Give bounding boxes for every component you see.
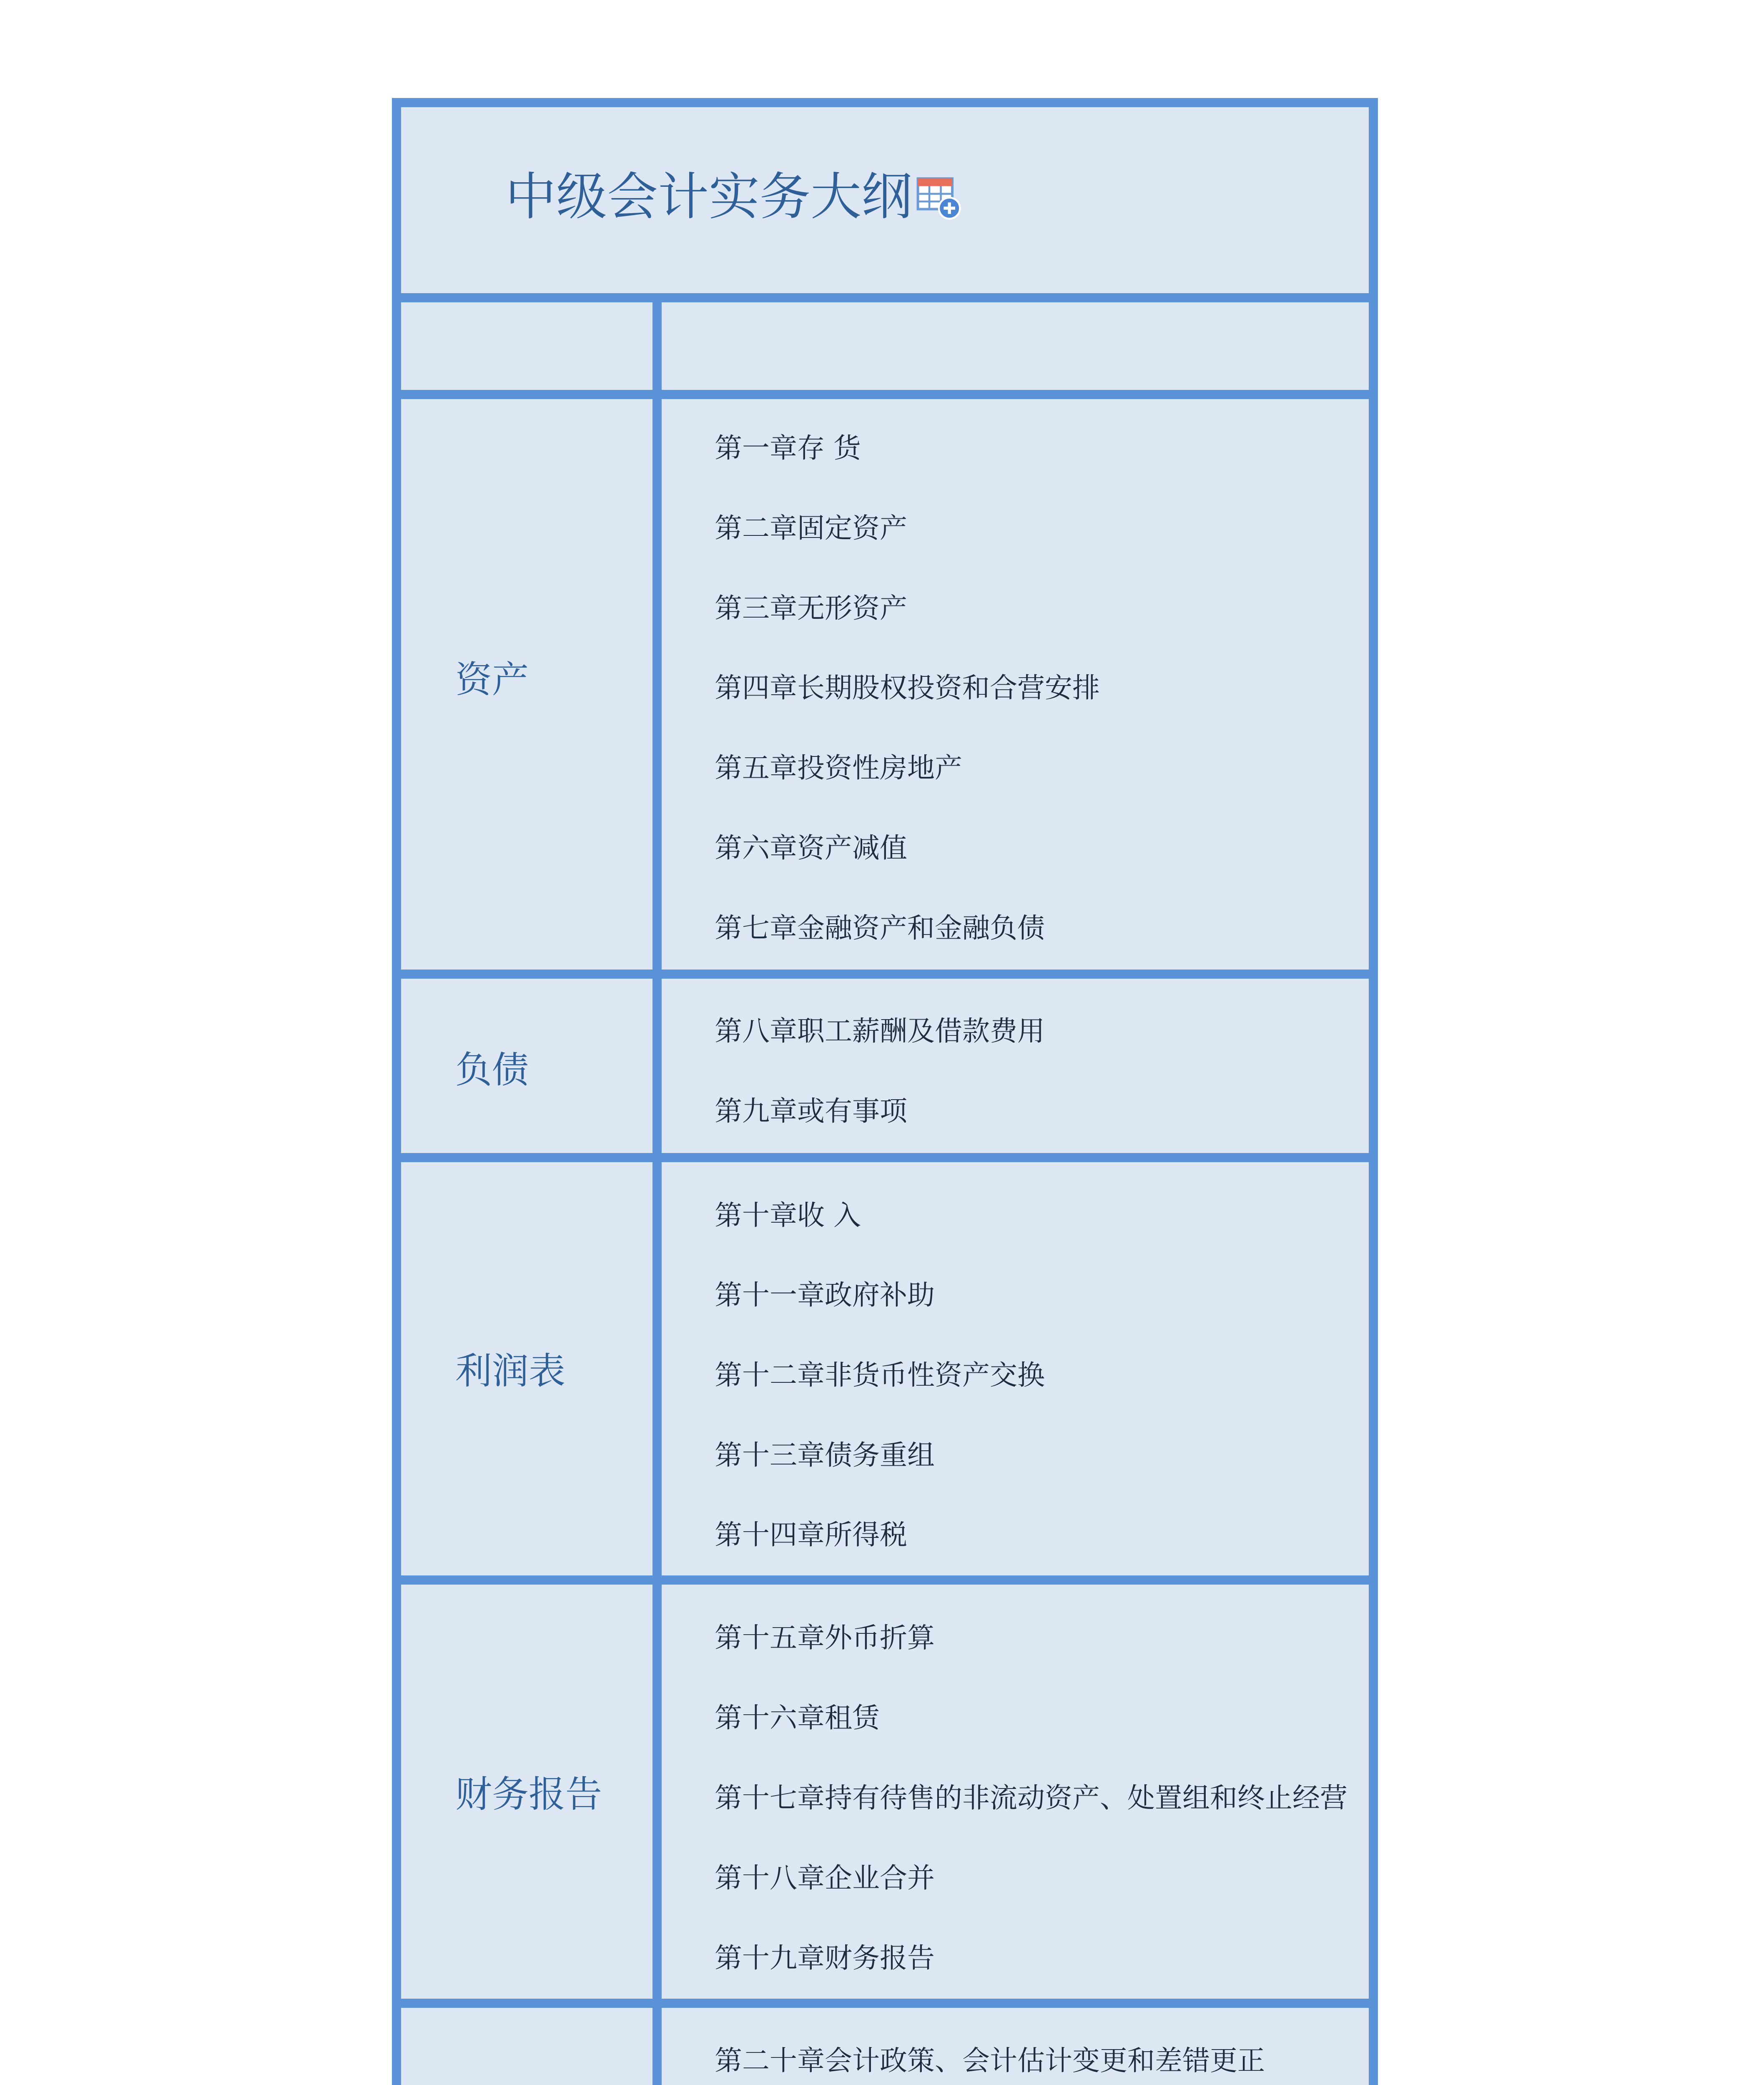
category-label: 资产 bbox=[455, 658, 529, 701]
table-add-icon[interactable] bbox=[916, 175, 962, 221]
row-divider bbox=[401, 1575, 1369, 1585]
chapter-item: 第三章无形资产 bbox=[715, 592, 907, 624]
category-label: 负债 bbox=[455, 1048, 529, 1091]
chapter-item: 第一章存 货 bbox=[715, 432, 861, 464]
outline-table bbox=[392, 98, 1378, 2085]
chapter-item: 第四章长期股权投资和合营安排 bbox=[715, 672, 1100, 704]
column-divider bbox=[652, 293, 662, 2085]
row-divider bbox=[401, 970, 1369, 979]
category-label: 利润表 bbox=[455, 1349, 566, 1392]
row-divider bbox=[401, 1153, 1369, 1162]
chapter-item: 第七章金融资产和金融负债 bbox=[715, 912, 1045, 944]
chapter-item: 第十三章债务重组 bbox=[715, 1439, 935, 1471]
page-title: 中级会计实务大纲 bbox=[505, 167, 912, 226]
chapter-item: 第十四章所得税 bbox=[715, 1519, 907, 1551]
chapter-item: 第二章固定资产 bbox=[715, 512, 907, 544]
category-label: 财务报告 bbox=[455, 1773, 602, 1816]
chapter-item: 第五章投资性房地产 bbox=[715, 752, 962, 784]
chapter-item: 第十七章持有待售的非流动资产、处置组和终止经营 bbox=[715, 1782, 1347, 1814]
chapter-item: 第十八章企业合并 bbox=[715, 1862, 935, 1894]
chapter-item: 第十章收 入 bbox=[715, 1199, 861, 1231]
row-divider bbox=[401, 390, 1369, 399]
chapter-item: 第八章职工薪酬及借款费用 bbox=[715, 1015, 1045, 1047]
row-divider bbox=[401, 1999, 1369, 2008]
chapter-item: 第十九章财务报告 bbox=[715, 1942, 935, 1974]
chapter-item: 第十五章外币折算 bbox=[715, 1622, 935, 1654]
row-divider bbox=[401, 293, 1369, 302]
chapter-item: 第九章或有事项 bbox=[715, 1095, 907, 1127]
chapter-item: 第十一章政府补助 bbox=[715, 1279, 935, 1311]
chapter-item: 第六章资产减值 bbox=[715, 832, 907, 864]
chapter-item: 第十六章租赁 bbox=[715, 1702, 880, 1734]
chapter-item: 第二十章会计政策、会计估计变更和差错更正 bbox=[715, 2045, 1265, 2077]
chapter-item: 第十二章非货币性资产交换 bbox=[715, 1359, 1045, 1391]
